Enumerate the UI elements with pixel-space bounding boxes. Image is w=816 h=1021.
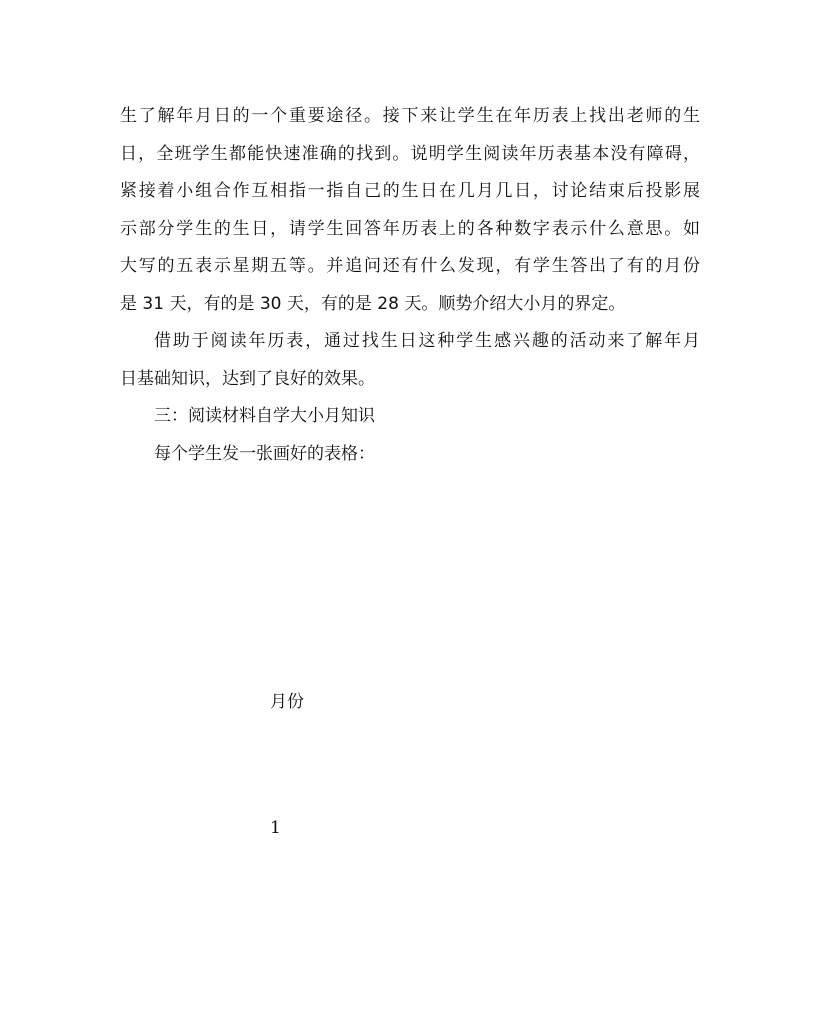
paragraph-line: 示部分学生的生日，请学生回答年历表上的各种数字表示什么意思。如	[120, 218, 700, 239]
paragraph-line: 日基础知识，达到了良好的效果。	[120, 368, 375, 389]
paragraph-line: 生了解年月日的一个重要途径。接下来让学生在年历表上找出老师的生	[120, 106, 700, 126]
paragraph-line: 是 31 天，有的是 30 天，有的是 28 天。顺势介绍大小月的界定。	[120, 293, 626, 314]
table-cell-month-1: 1	[270, 818, 281, 838]
paragraph-line: 借助于阅读年历表，通过找生日这种学生感兴趣的活动来了解年月	[154, 331, 700, 351]
paragraph-line: 日，全班学生都能快速准确的找到。说明学生阅读年历表基本没有障碍，	[120, 143, 700, 164]
document-body	[120, 98, 700, 473]
table-header-month: 月份	[270, 692, 304, 712]
paragraph-line: 大写的五表示星期五等。并追问还有什么发现，有学生答出了有的月份	[120, 256, 700, 276]
paragraph-line: 每个学生发一张画好的表格：	[154, 443, 375, 464]
paragraph-line: 紧接着小组合作互相指一指自己的生日在几月几日，讨论结束后投影展	[120, 181, 700, 201]
section-heading: 三：阅读材料自学大小月知识	[154, 406, 375, 426]
